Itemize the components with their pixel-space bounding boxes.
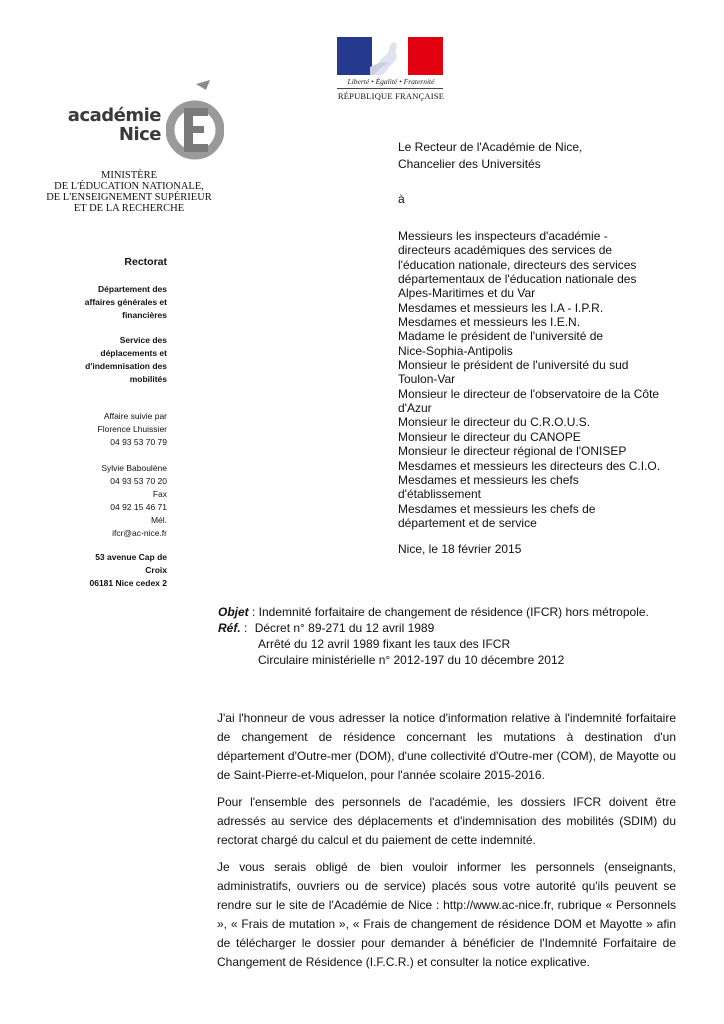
body-paragraph: J'ai l'honneur de vous adresser la notice d'information relative à l'indemnité forfaitaire de changement de résidence concernant les mutations à destination d'un département d'Outre-mer (DOM), d'une collectivité d'Outre-mer (COM), de Mayotte ou de Saint-Pierre-et-Miquelon, pour l'année scolaire 2015-2016. [217, 711, 676, 782]
ref-item: Arrêté du 12 avril 1989 fixant les taux des IFCR [258, 637, 511, 651]
objet-line [218, 604, 649, 620]
rectorat-label: Rectorat [124, 256, 167, 268]
service-label: Service des déplacements et d'indemnisation des mobilités [85, 335, 167, 384]
destinataire-line: Madame le président de l'université de [398, 329, 604, 344]
logo-divider [337, 88, 443, 89]
destinataire-line: Monsieur le directeur de l'observatoire de la Côte [398, 386, 660, 401]
expediteur: Le Recteur de l'Académie de Nice, Chancelier des Universités [398, 140, 583, 171]
destinataire-line: d'établissement [398, 487, 482, 502]
ref-line: Réf. : Décret n° 89-271 du 12 avril 1989 [218, 621, 435, 635]
republique-francaise-label: RÉPUBLIQUE FRANÇAISE [337, 91, 445, 101]
destinataire-line: Monsieur le directeur du CANOPE [398, 429, 581, 444]
destinataire-line: départementaux de l'éducation nationale des [398, 272, 637, 287]
destinataire-line: Mesdames et messieurs les chefs [398, 472, 579, 487]
body-paragraph: Pour l'ensemble des personnels de l'académie, les dossiers IFCR doivent être adressés au service des déplacements et d'indemnisation des mobilités (SDIM) du rectorat chargé du calcul et du paiement de cette indemnité. [217, 795, 676, 847]
republique-francaise-logo [337, 37, 445, 101]
destinataire-line: Mesdames et messieurs les directeurs des C.I.O. [398, 458, 661, 473]
academie-logo-text: académie Nice [67, 105, 161, 145]
marianne-flag-icon [337, 37, 443, 75]
body-paragraph: Je vous serais obligé de bien vouloir informer les personnels (enseignants, administratifs, ouvriers ou de service) placés sous votre autorité qu'ils peuvent se rendre sur le site de l'Académie de Nice : http://www.ac-nice.fr, rubrique « Personnels », « Frais de mutation », « Frais de changement de résidence DOM et Mayotte » afin de télécharger le dossier pour demander à bénéficier de l'Indemnité Forfaitaire de Changement de Résidence (I.F.C.R.) et consulter la notice explicative. [217, 860, 676, 969]
a-label: à [398, 192, 405, 206]
destinataire-line: Mesdames et messieurs les chefs de [398, 501, 596, 516]
destinataire-line: Monsieur le directeur du C.R.O.U.S. [398, 415, 591, 430]
objet-label: Objet [218, 605, 249, 619]
devise: Liberté • Égalité • Fraternité [347, 77, 435, 86]
letter-body [217, 709, 676, 980]
destinataire-line: Mesdames et messieurs les I.E.N. [398, 315, 581, 330]
contact-florence: Affaire suivie par Florence Lhuissier 04 93 53 70 79 [97, 411, 167, 447]
destinataire-line: Nice-Sophia-Antipolis [398, 343, 513, 358]
destinataire-line: l'éducation nationale, directeurs des services [398, 257, 637, 272]
destinataire-line: Monsieur le président de l'université du sud [398, 358, 629, 373]
destinataire-line: directeurs académiques des services de [398, 243, 613, 258]
contact-sylvie: Sylvie Baboulène 04 93 53 70 20 Fax 04 92 15 46 71 Mél. ifcr@ac-nice.fr [101, 463, 167, 538]
date-line: Nice, le 18 février 2015 [398, 542, 522, 556]
email-link[interactable]: ifcr@ac-nice.fr [112, 528, 167, 538]
academie-nice-logo [67, 78, 223, 168]
departement-label: Département des affaires générales et financières [84, 284, 167, 320]
ref-label: Réf. [218, 621, 241, 635]
ref-item: Circulaire ministérielle n° 2012-197 du 10 décembre 2012 [258, 653, 565, 667]
destinataire-line: département et de service [398, 515, 537, 530]
destinataire-line: Messieurs les inspecteurs d'académie - [398, 229, 608, 243]
destinataires-list [398, 229, 660, 530]
destinataire-line: Alpes-Maritimes et du Var [398, 286, 536, 301]
destinataire-line: d'Azur [398, 401, 432, 416]
ref-item: Décret n° 89-271 du 12 avril 1989 [254, 621, 435, 635]
objet-reference-block [218, 604, 649, 668]
destinataire-line: Mesdames et messieurs les I.A - I.P.R. [398, 300, 604, 315]
academie-e-emblem-icon [166, 78, 224, 166]
objet-text: : Indemnité forfaitaire de changement de résidence (IFCR) hors métropole. [248, 605, 649, 619]
destinataire-line: Toulon-Var [398, 372, 456, 387]
postal-address: 53 avenue Cap de Croix 06181 Nice cedex 2 [89, 552, 167, 588]
destinataire-line: Monsieur le directeur régional de l'ONISEP [398, 444, 627, 459]
ministere-label: MINISTÈRE DE L'ÉDUCATION NATIONALE, DE L'ENSEIGNEMENT SUPÉRIEUR ET DE LA RECHERCHE [46, 170, 212, 214]
